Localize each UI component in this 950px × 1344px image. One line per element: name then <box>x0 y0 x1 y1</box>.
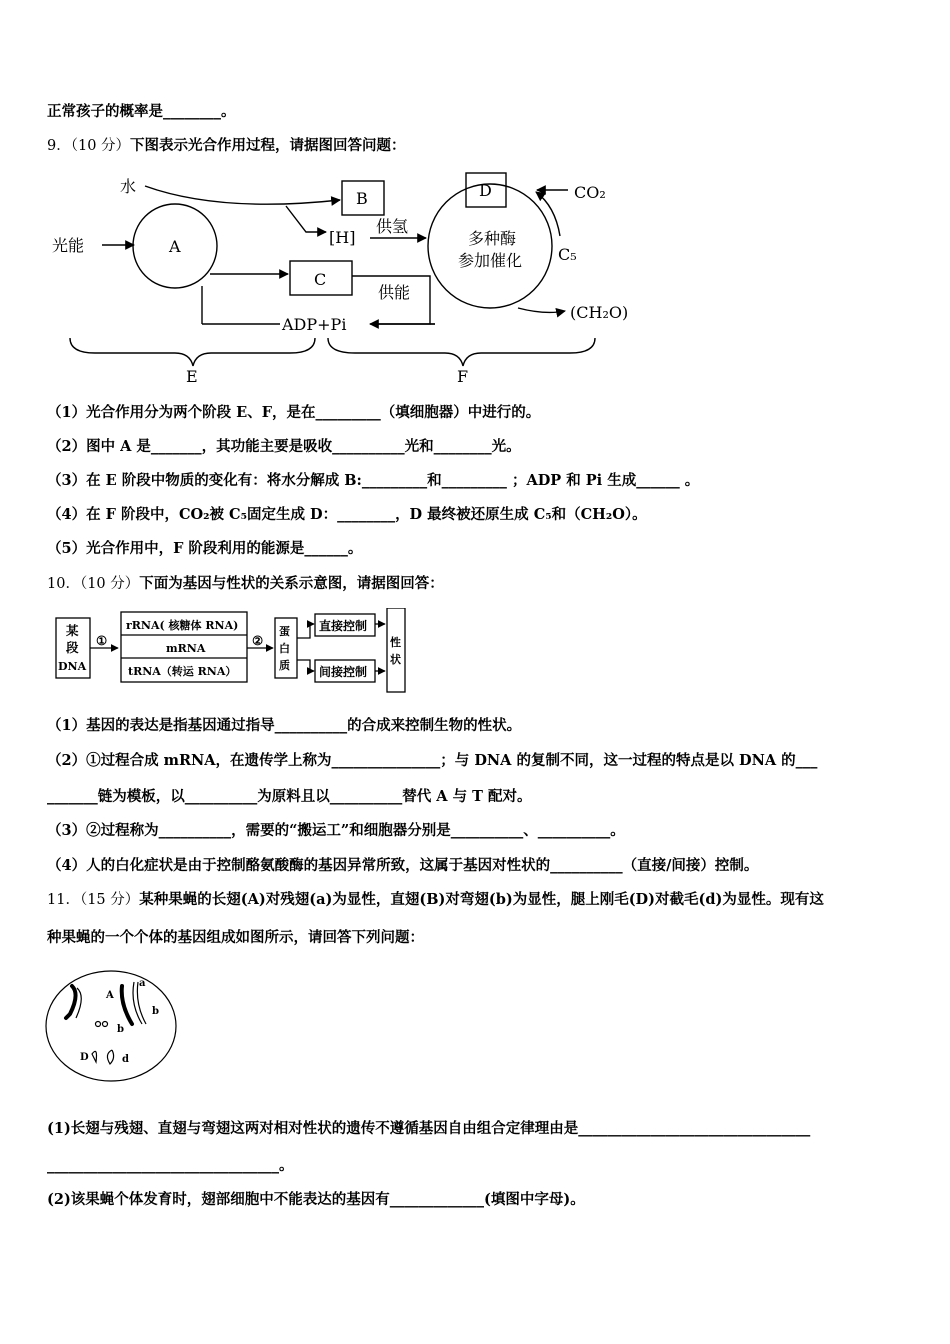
trait-char-2: 状 <box>390 653 401 666</box>
q10-part2-line1: （2）①过程合成 mRNA，在遗传学上称为_______________；与 DNA 的复制不同，这一过程的特点是以 DNA 的___ <box>47 752 818 769</box>
q9-part1: （1）光合作用分为两个阶段 E、F，是在_________（填细胞器）中进行的。 <box>47 404 541 421</box>
gene-D-label: D <box>80 1052 89 1063</box>
q10-heading <box>47 574 444 594</box>
co2-label: CO₂ <box>574 183 606 202</box>
q9-part2: （2）图中 A 是_______，其功能主要是吸收__________光和________光。 <box>47 438 521 455</box>
q11-heading <box>47 890 824 910</box>
direct-control-label: 直接控制 <box>319 619 368 633</box>
protein-char-1: 蛋 <box>279 625 290 638</box>
q11-part1-line2: ________________________________。 <box>47 1157 294 1174</box>
label-B: B <box>356 189 368 208</box>
gene-trait-diagram <box>52 608 412 694</box>
q9-part4: （4）在 F 阶段中，CO₂被 C₅固定生成 D：________，D 最终被还原生成 C₅和（CH₂O）。 <box>47 506 647 523</box>
label-D: D <box>479 181 492 200</box>
enzymes-label-2: 参加催化 <box>458 251 523 270</box>
q11-part1-line1: (1)长翅与残翅、直翅与弯翅这两对相对性状的遗传不遵循基因自由组合定律理由是________________________________ <box>47 1120 811 1137</box>
supply-hydrogen-label: 供氢 <box>376 217 409 236</box>
q11-number: 11．（15 分） <box>47 892 140 908</box>
gene-a-label: a <box>139 978 146 989</box>
fruitfly-cell-diagram <box>42 966 182 1086</box>
q11-stem-1: 某种果蝇的长翅(A)对残翅(a)为显性，直翅(B)对弯翅(b)为显性，腿上刚毛(D)对截毛(d)为显性。现有这 <box>139 891 824 908</box>
protein-char-3: 质 <box>279 659 290 672</box>
cell-outline <box>46 971 176 1081</box>
label-C: C <box>314 270 327 289</box>
enzymes-label-1: 多种酶 <box>468 229 517 248</box>
q10-stem: 下面为基因与性状的关系示意图，请据图回答： <box>139 575 444 592</box>
dna-char-1: 某 <box>66 623 79 638</box>
q9-part3: （3）在 E 阶段中物质的变化有：将水分解成 B:_________和_________ ；ADP 和 Pi 生成______ 。 <box>47 472 700 489</box>
supply-energy-label: 供能 <box>378 283 411 302</box>
photosynthesis-diagram <box>50 168 650 388</box>
q10-part1: （1）基因的表达是指基因通过指导__________的合成来控制生物的性状。 <box>47 717 522 734</box>
step2-label: ② <box>252 633 264 648</box>
q11-stem-2: 种果蝇的一个个体的基因组成如图所示，请回答下列问题： <box>47 929 424 946</box>
light-energy-label: 光能 <box>52 236 85 255</box>
trna-label: tRNA（转运 RNA） <box>128 665 237 678</box>
q9-number: 9．（10 分） <box>47 138 131 154</box>
adp-pi-label: ADP+Pi <box>282 315 347 334</box>
q10-part4: （4）人的白化症状是由于控制酪氨酸酶的基因异常所致，这属于基因对性状的__________（直接/间接）控制。 <box>47 857 759 874</box>
water-label: 水 <box>120 177 137 196</box>
q9-heading <box>47 136 406 156</box>
dna-char-2: 段 <box>66 640 79 655</box>
trait-char-1: 性 <box>390 636 401 649</box>
prev-answer-line: 正常孩子的概率是________。 <box>47 103 236 120</box>
rrna-label: rRNA( 核糖体 RNA) <box>126 619 239 632</box>
q9-stem: 下图表示光合作用过程，请据图回答问题： <box>130 137 406 154</box>
trait-box <box>387 608 405 692</box>
q9-part5: （5）光合作用中，F 阶段利用的能源是______。 <box>47 540 363 557</box>
q10-number: 10．（10 分） <box>47 576 140 592</box>
protein-char-2: 白 <box>279 642 290 655</box>
q11-part2: (2)该果蝇个体发育时，翅部细胞中不能表达的基因有_____________(填图中字母)。 <box>47 1191 585 1208</box>
indirect-control-label: 间接控制 <box>319 665 368 679</box>
q10-part3: （3）②过程称为__________，需要的“搬运工”和细胞器分别是__________、__________。 <box>47 822 625 839</box>
label-A: A <box>169 237 181 256</box>
gene-b-left-label: b <box>117 1024 124 1035</box>
dna-char-3: DNA <box>58 660 87 673</box>
stage-E-label: E <box>186 367 198 386</box>
c5-label: C₅ <box>558 245 577 264</box>
step1-label: ① <box>96 633 108 648</box>
gene-b-right-label: b <box>152 1006 159 1017</box>
gene-d-label: d <box>122 1054 129 1065</box>
gene-A-label: A <box>106 990 114 1001</box>
label-H: [H] <box>329 228 356 247</box>
ch2o-label: (CH₂O) <box>570 303 629 322</box>
q10-part2-line2: _______链为模板，以__________为原料且以__________替代 A 与 T 配对。 <box>47 788 532 805</box>
mrna-label: mRNA <box>166 642 206 655</box>
stage-F-label: F <box>457 367 469 386</box>
